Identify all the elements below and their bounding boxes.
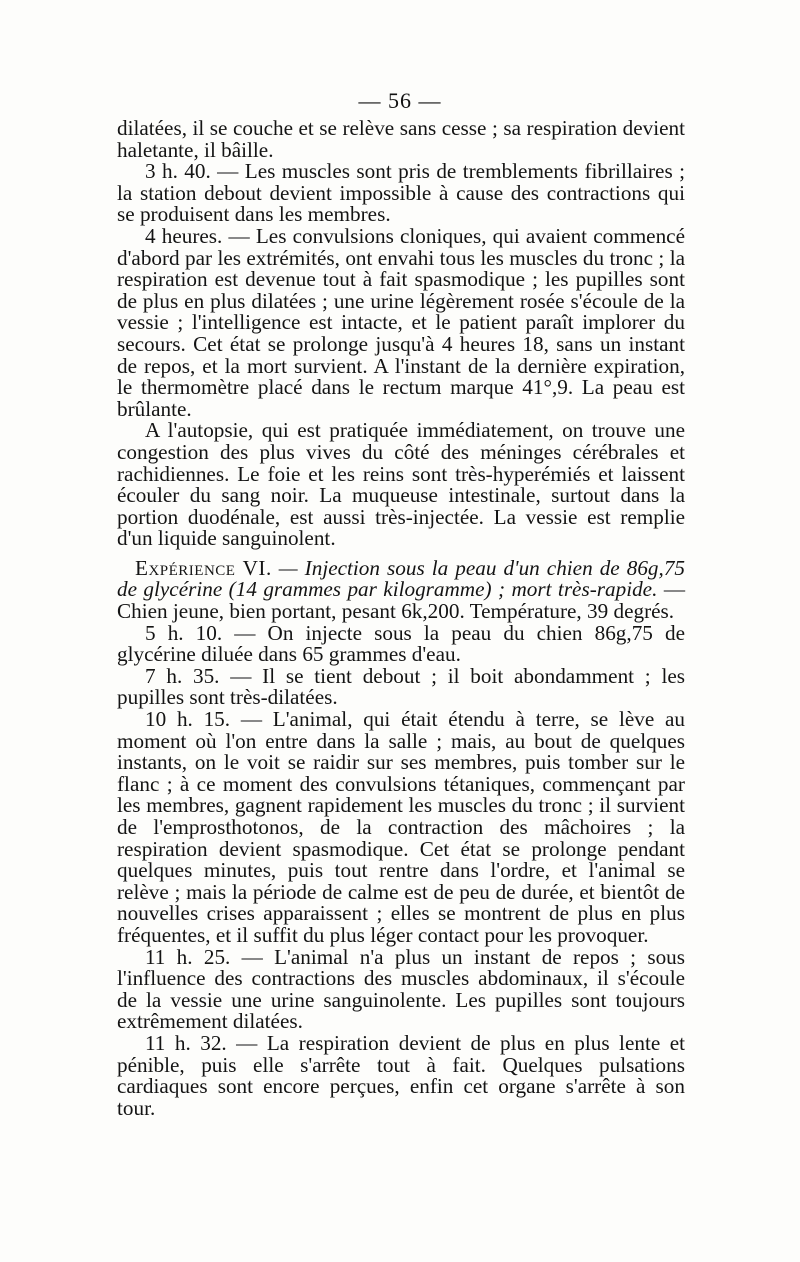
- page-number: — 56 —: [358, 88, 442, 113]
- paragraph-11h32: 11 h. 32. — La respiration devient de plus en plus lente et pénible, puis elle s'arrête tout à fait. Quelques pulsations cardiaques sont encore perçues, enfin cet organe s'arrête à son tour.: [117, 1030, 685, 1120]
- experiment-title: — Injection sous la peau d'un chien de 86g,75 de glycérine (14 grammes par kilogramme) ; mort très-rapide.: [117, 555, 686, 602]
- paragraph-5h10: 5 h. 10. — On injecte sous la peau du chien 86g,75 de glycérine diluée dans 65 grammes d'eau.: [117, 620, 685, 667]
- paragraph-4-heures: 4 heures. — Les convulsions cloniques, qui avaient commencé d'abord par les extrémités, ont envahi tous les muscles du tronc ; la respiration est devenue tout à fait spasmodique ; les pupilles sont de plus en plus dilatées ; une urine légèrement rosée s'écoule de la vessie ; l'intelligence est intacte, et le patient paraît implorer du secours. Cet état se prolonge jusqu'à 4 heures 18, sans un instant de repos, et la mort survient. A l'instant de la dernière expiration, le thermomètre placé dans le rectum marque 41°,9. La peau est brûlante.: [117, 223, 685, 421]
- body-text: [117, 118, 685, 1119]
- paragraph-7h35: 7 h. 35. — Il se tient debout ; il boit abondamment ; les pupilles sont très-dilatées.: [117, 663, 685, 710]
- paragraph-continuation: dilatées, il se couche et se relève sans cesse ; sa respiration devient haletante, il bâille.: [117, 116, 685, 162]
- experiment-subject: — Chien jeune, bien portant, pesant 6k,200. Température, 39 degrés.: [117, 577, 686, 624]
- experiment-heading: [117, 555, 686, 624]
- experiment-label: Expérience VI.: [135, 555, 272, 580]
- paragraph-11h25: 11 h. 25. — L'animal n'a plus un instant de repos ; sous l'influence des contractions des muscles abdominaux, il s'écoule de la vessie une urine sanguinolente. Les pupilles sont toujours extrêmement dilatées.: [117, 944, 685, 1034]
- paragraph-3h40: 3 h. 40. — Les muscles sont pris de tremblements fibrillaires ; la station debout devient impossible à cause des contractions qui se produisent dans les membres.: [117, 159, 685, 227]
- paragraph-autopsie: A l'autopsie, qui est pratiquée immédiatement, on trouve une congestion des plus vives du côté des méninges cérébrales et rachidiennes. Le foie et les reins sont très-hyperémiés et laissent écouler du sang noir. La muqueuse intestinale, surtout dans la portion duodénale, est aussi très-injectée. La vessie est remplie d'un liquide sanguinolent.: [117, 418, 685, 551]
- paragraph-10h15: 10 h. 15. — L'animal, qui était étendu à terre, se lève au moment où l'on entre dans la salle ; mais, au bout de quelques instants, on le voit se raidir sur ses membres, puis tomber sur le flanc ; à ce moment des convulsions tétaniques, commençant par les membres, gagnent rapidement les muscles du tronc ; il survient de l'emprosthotonos, de la contraction des mâchoires ; la respiration devient spasmodique. Cet état se prolonge pendant quelques minutes, puis tout rentre dans l'ordre, et l'animal se relève ; mais la période de calme est de peu de durée, et bientôt de nouvelles crises apparaissent ; elles se montrent de plus en plus fréquentes, et il suffit du plus léger contact pour les provoquer.: [117, 707, 685, 947]
